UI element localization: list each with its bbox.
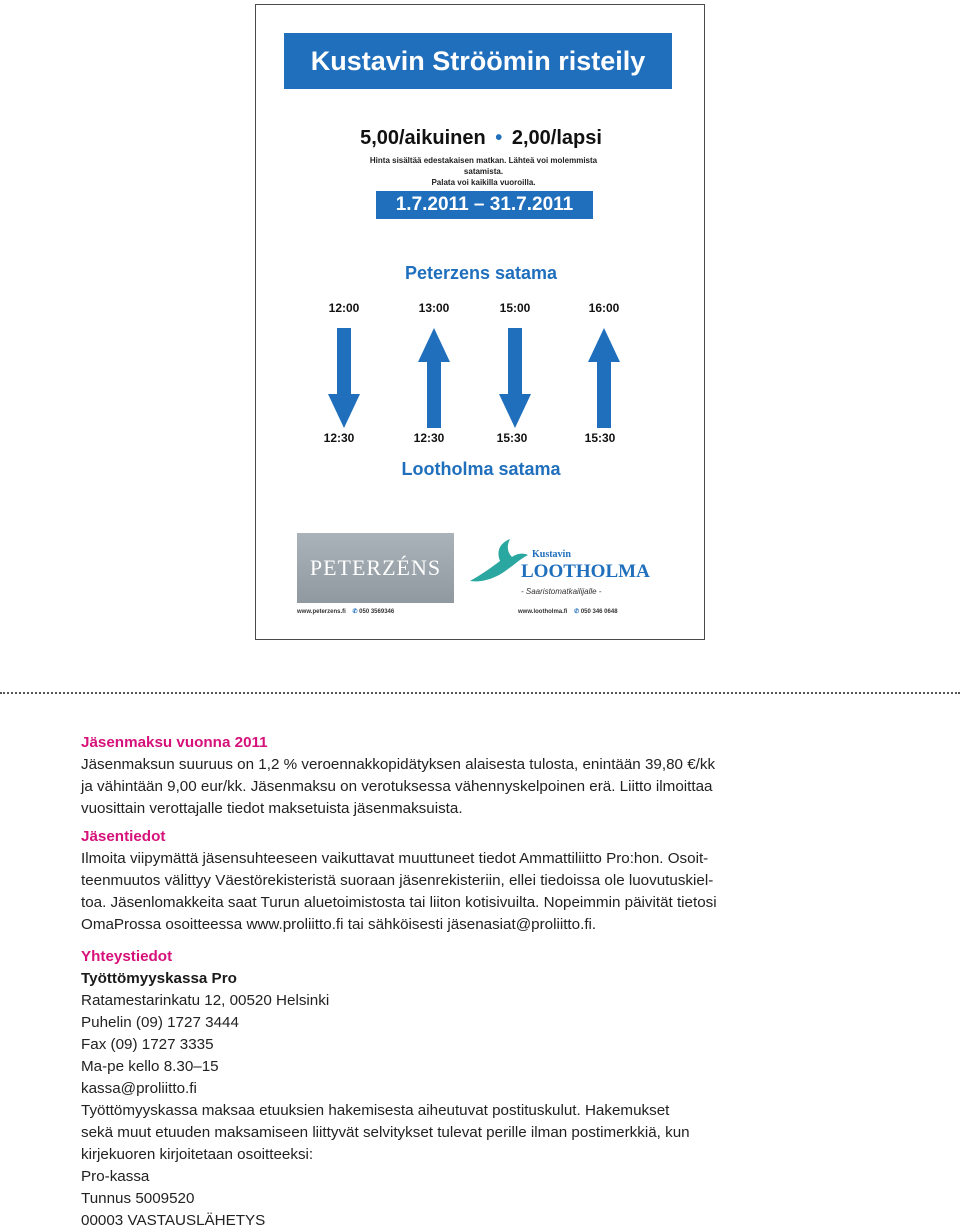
peterzens-website: www.peterzens.fi [297,609,346,615]
contact-text-line: Työttömyyskassa maksaa etuuksien hakemisesta aiheutuvat postituskulut. Hakemukset [81,1102,670,1119]
arrow-up-icon [414,328,454,428]
peterzens-logo-text: PETERZÉNS [309,555,442,580]
date-range: 1.7.2011 – 31.7.2011 [376,191,593,219]
member-text-line: teenmuutos välittyy Väestörekisteristä suoraan jäsenrekisteriin, ellei tiedoissa ole luovutuskiel- [81,872,714,889]
member-heading: Jäsentiedot [81,828,166,845]
postal-address-line: Tunnus 5009520 [81,1190,195,1207]
fee-text-line: ja vähintään 9,00 eur/kk. Jäsenmaksu on verotuksessa vähennyskelpoinen erä. Liitto ilmoittaa [81,778,713,795]
price-adult: 5,00/aikuinen [360,127,486,149]
contact-heading: Yhteystiedot [81,948,173,965]
arrow-down-icon [495,328,535,428]
departure-time-top: 16:00 [588,301,620,315]
contact-organization: Työttömyyskassa Pro [81,970,237,987]
cruise-poster [255,4,705,640]
contact-address: Ratamestarinkatu 12, 00520 Helsinki [81,992,330,1009]
peterzens-phone: 050 3569346 [359,609,395,615]
poster-title: Kustavin Ströömin risteily [284,33,672,89]
contact-text-line: kirjekuoren kirjoitetaan osoitteeksi: [81,1146,314,1163]
departure-time-bottom: 15:30 [496,431,528,445]
contact-phone: Puhelin (09) 1727 3444 [81,1014,239,1031]
departure-time-top: 15:00 [499,301,531,315]
contact-hours: Ma-pe kello 8.30–15 [81,1058,219,1075]
contact-section [81,946,921,1232]
lootholma-logo-small-text: Kustavin [532,549,571,560]
price-child: 2,00/lapsi [511,127,602,149]
price-note [351,155,616,188]
contact-email: kassa@proliitto.fi [81,1080,197,1097]
fee-section [81,732,921,820]
price-line [256,127,706,150]
departure-time-top: 12:00 [328,301,360,315]
lootholma-phone: 050 346 0648 [580,609,618,615]
lootholma-website: www.lootholma.fi [518,609,568,615]
departure-time-top: 13:00 [418,301,450,315]
lootholma-logo-subtitle: - Saaristomatkailijalle - [521,587,602,596]
lootholma-contact [518,608,618,615]
peterzens-logo [297,533,454,603]
arrow-down-icon [324,328,364,428]
contact-text-line: sekä muut etuuden maksamiseen liittyvät selvitykset tulevat perille ilman postimerkkiä, kun [81,1124,690,1141]
postal-address-line: 00003 VASTAUSLÄHETYS [81,1212,266,1229]
departure-time-bottom: 12:30 [413,431,445,445]
price-note-line: Palata voi kaikilla vuoroilla. [431,178,536,187]
phone-icon: ✆ [352,609,358,615]
lootholma-logo-text: LOOTHOLMA [521,561,650,582]
member-section [81,826,921,936]
port-lootholma: Lootholma satama [401,459,561,479]
peterzens-contact [297,608,394,615]
postal-address-line: Pro-kassa [81,1168,150,1185]
dotted-separator [0,692,960,694]
member-text-line: OmaProssa osoitteessa www.proliitto.fi tai sähköisesti jäsenasiat@proliitto.fi. [81,916,597,933]
fee-text-line: vuosittain verottajalle tiedot maksetuista jäsenmaksuista. [81,800,463,817]
phone-icon: ✆ [574,609,580,615]
lootholma-logo [466,531,671,603]
arrow-up-icon [584,328,624,428]
departure-time-bottom: 15:30 [584,431,616,445]
price-separator-dot: • [495,127,503,149]
fee-text-line: Jäsenmaksun suuruus on 1,2 % veroennakkopidätyksen alaisesta tulosta, enintään 39,80 €/kk [81,756,716,773]
port-peterzens: Peterzens satama [404,263,558,283]
contact-fax: Fax (09) 1727 3335 [81,1036,214,1053]
member-text-line: Ilmoita viipymättä jäsensuhteeseen vaikuttavat muuttuneet tiedot Ammattiliitto Pro:hon. Osoit- [81,850,709,867]
price-note-line: Hinta sisältää edestakaisen matkan. Lähteä voi molemmista satamista. [369,156,598,176]
member-text-line: toa. Jäsenlomakkeita saat Turun aluetoimistosta tai liiton kotisivuilta. Nopeimmin päivität tietosi [81,894,717,911]
fee-heading: Jäsenmaksu vuonna 2011 [81,734,268,751]
departure-time-bottom: 12:30 [323,431,355,445]
